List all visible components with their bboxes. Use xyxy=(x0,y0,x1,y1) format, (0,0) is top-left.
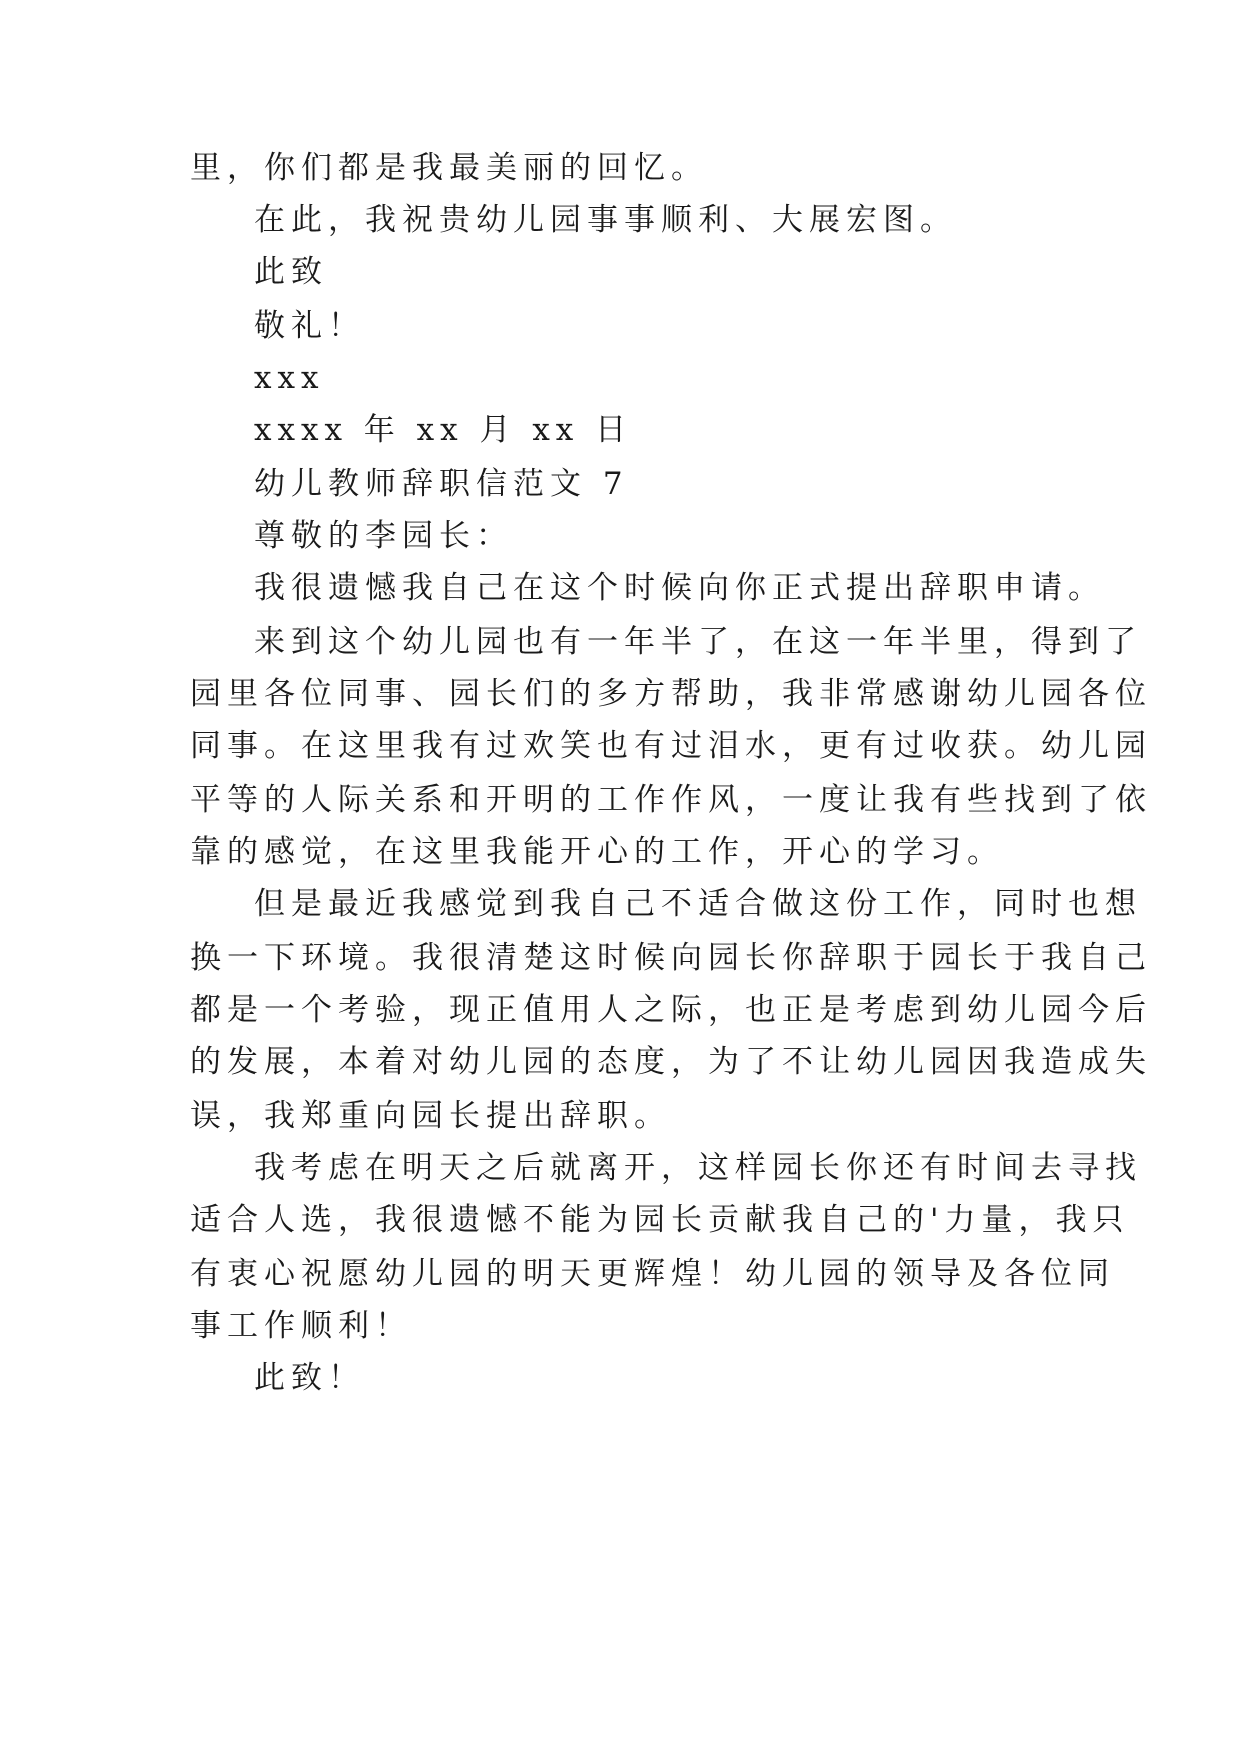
text-line: 园里各位同事、园长们的多方帮助，我非常感谢幼儿园各位 xyxy=(190,676,1152,712)
text-line: 的发展，本着对幼儿园的态度，为了不让幼儿园因我造成失 xyxy=(190,1044,1152,1080)
text-line: 在此，我祝贵幼儿园事事顺利、大展宏图。 xyxy=(254,202,957,238)
text-line: 但是最近我感觉到我自己不适合做这份工作，同时也想 xyxy=(254,886,1142,922)
text-line: 我很遗憾我自己在这个时候向你正式提出辞职申请。 xyxy=(254,570,1105,606)
text-line: 靠的感觉，在这里我能开心的工作，开心的学习。 xyxy=(190,834,1004,870)
text-line: 有衷心祝愿幼儿园的明天更辉煌！幼儿园的领导及各位同 xyxy=(190,1256,1115,1292)
text-line: 里，你们都是我最美丽的回忆。 xyxy=(190,150,708,186)
text-line: xxxx 年 xx 月 xx 日 xyxy=(254,412,633,448)
text-line: 同事。在这里我有过欢笑也有过泪水，更有过收获。幼儿园 xyxy=(190,728,1152,764)
salutation: 尊敬的李园长： xyxy=(254,518,513,554)
section-title: 幼儿教师辞职信范文 7 xyxy=(254,466,629,502)
text-line: 适合人选，我很遗憾不能为园长贡献我自己的'力量，我只 xyxy=(190,1202,1130,1238)
closing: 此致！ xyxy=(254,1360,365,1396)
text-line: 误，我郑重向园长提出辞职。 xyxy=(190,1098,671,1134)
text-line: 敬礼！ xyxy=(254,308,365,344)
text-line: 来到这个幼儿园也有一年半了，在这一年半里，得到了 xyxy=(254,624,1142,660)
text-line: xxx xyxy=(254,360,325,396)
text-line: 此致 xyxy=(254,254,328,290)
text-line: 平等的人际关系和开明的工作作风，一度让我有些找到了依 xyxy=(190,782,1152,818)
text-line: 我考虑在明天之后就离开，这样园长你还有时间去寻找 xyxy=(254,1150,1142,1186)
text-line: 都是一个考验，现正值用人之际，也正是考虑到幼儿园今后 xyxy=(190,992,1152,1028)
text-line: 换一下环境。我很清楚这时候向园长你辞职于园长于我自己 xyxy=(190,940,1152,976)
text-line: 事工作顺利！ xyxy=(190,1308,412,1344)
